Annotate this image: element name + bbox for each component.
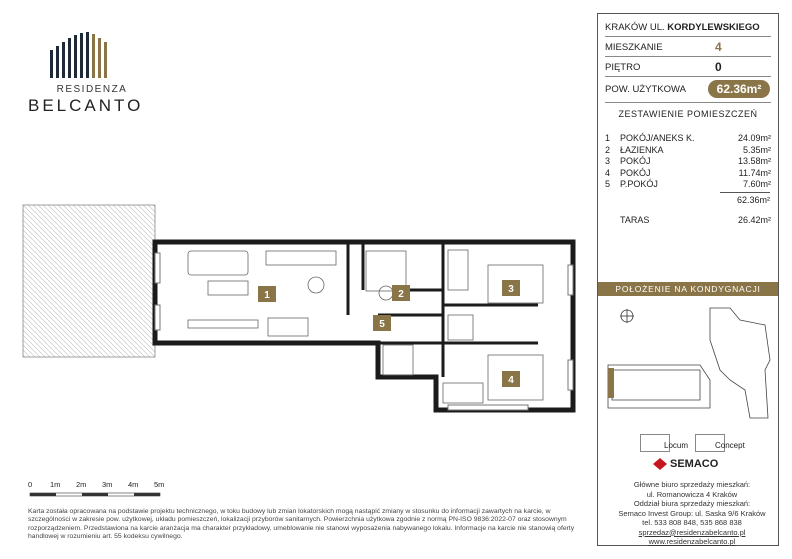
scale-tick-0: 0 [28, 480, 33, 489]
brand-top: RESIDENZA [56, 84, 128, 95]
sales-website-link[interactable]: www.residenzabelcanto.pl [648, 537, 736, 546]
room-label-4: 4 [508, 375, 514, 386]
area-label: POW. UŻYTKOWA [605, 84, 686, 95]
room-row: 4 POKÓJ 11.74m² [605, 167, 771, 178]
belcanto-logo-icon [48, 30, 120, 78]
brand-name: BELCANTO [28, 96, 144, 115]
room-label-3: 3 [508, 284, 514, 295]
city-prefix: KRAKÓW UL. [605, 22, 665, 33]
scale-tick-2: 2m [76, 480, 87, 489]
scale-tick-3: 3m [102, 480, 113, 489]
rooms-total: 62.36m² [736, 195, 770, 205]
sales-info: Główne biuro sprzedaży mieszkań: ul. Romanowicza 4 Kraków Oddział biura sprzedaży mieszkań: Semaco Invest Group: ul. Saska 9/6 Kraków tel. 533 808 848, 535 868 838 sprzedaz@residenzabelcanto.pl www.residenzabelcanto.pl [612, 480, 772, 547]
location-minimap [600, 300, 776, 425]
scale-tick-1: 1m [50, 480, 61, 489]
floor-label: PIĘTRO [605, 62, 641, 73]
location-title: POŁOŻENIE NA KONDYGNACJI [598, 282, 778, 296]
terrace-row [620, 215, 771, 225]
partner-locum: Locum [664, 441, 689, 450]
terrace [23, 205, 155, 357]
room-row: 3 POKÓJ 13.58m² [605, 156, 771, 167]
partner-concept: Concept [715, 441, 745, 450]
rooms-list [605, 133, 771, 191]
terrace-area: 26.42m² [737, 215, 771, 225]
room-label-1: 1 [264, 290, 270, 301]
scale-tick-5: 5m [154, 480, 165, 489]
floor-value: 0 [715, 60, 722, 74]
scale-tick-4: 4m [128, 480, 139, 489]
semaco-logo-icon [652, 457, 668, 471]
rooms-title: ZESTAWIENIE POMIESZCZEŃ [618, 109, 758, 119]
terrace-label: TARAS [620, 215, 650, 225]
scale-bar [28, 480, 178, 500]
room-row: 2 ŁAZIENKA 5.35m² [605, 144, 771, 155]
address [605, 22, 760, 33]
room-label-2: 2 [398, 289, 404, 300]
partner-semaco: SEMACO [670, 458, 719, 470]
floor-plan [18, 195, 588, 435]
area-badge: 62.36m² [708, 80, 770, 98]
apartment-label: MIESZKANIE [605, 42, 663, 53]
disclaimer-text: Karta została opracowana na podstawie projektu technicznego, w toku budowy lub zmian lokatorskich mogą nastąpić zmiany w stosunku do informacji zawartych na karcie, w szczególności w zakresie pow. użytkowej, układu pomieszczeń, lokalizacji przyborów sanitarnych. Powierzchnia użytkowa zgodnie z normą PN-ISO 9836:2022-07 oraz stosownym rozporządzeniem. Przedstawiona na karcie aranżacja ma charakter przykładowy, umeblowanie nie stanowi wyposażenia nabywanego lokalu. Informacje na karcie nie stanowią oferty handlowej w rozumieniu art. 55 kodeksu cywilnego. [28, 508, 575, 541]
room-row: 1 POKÓJ/ANEKS K. 24.09m² [605, 133, 771, 143]
sales-email-link[interactable]: sprzedaz@residenzabelcanto.pl [638, 527, 746, 537]
room-label-5: 5 [379, 319, 385, 330]
street-name: KORDYLEWSKIEGO [667, 22, 760, 33]
apartment-value: 4 [715, 40, 722, 54]
room-row: 5 P.POKÓJ 7.60m² [605, 179, 771, 190]
